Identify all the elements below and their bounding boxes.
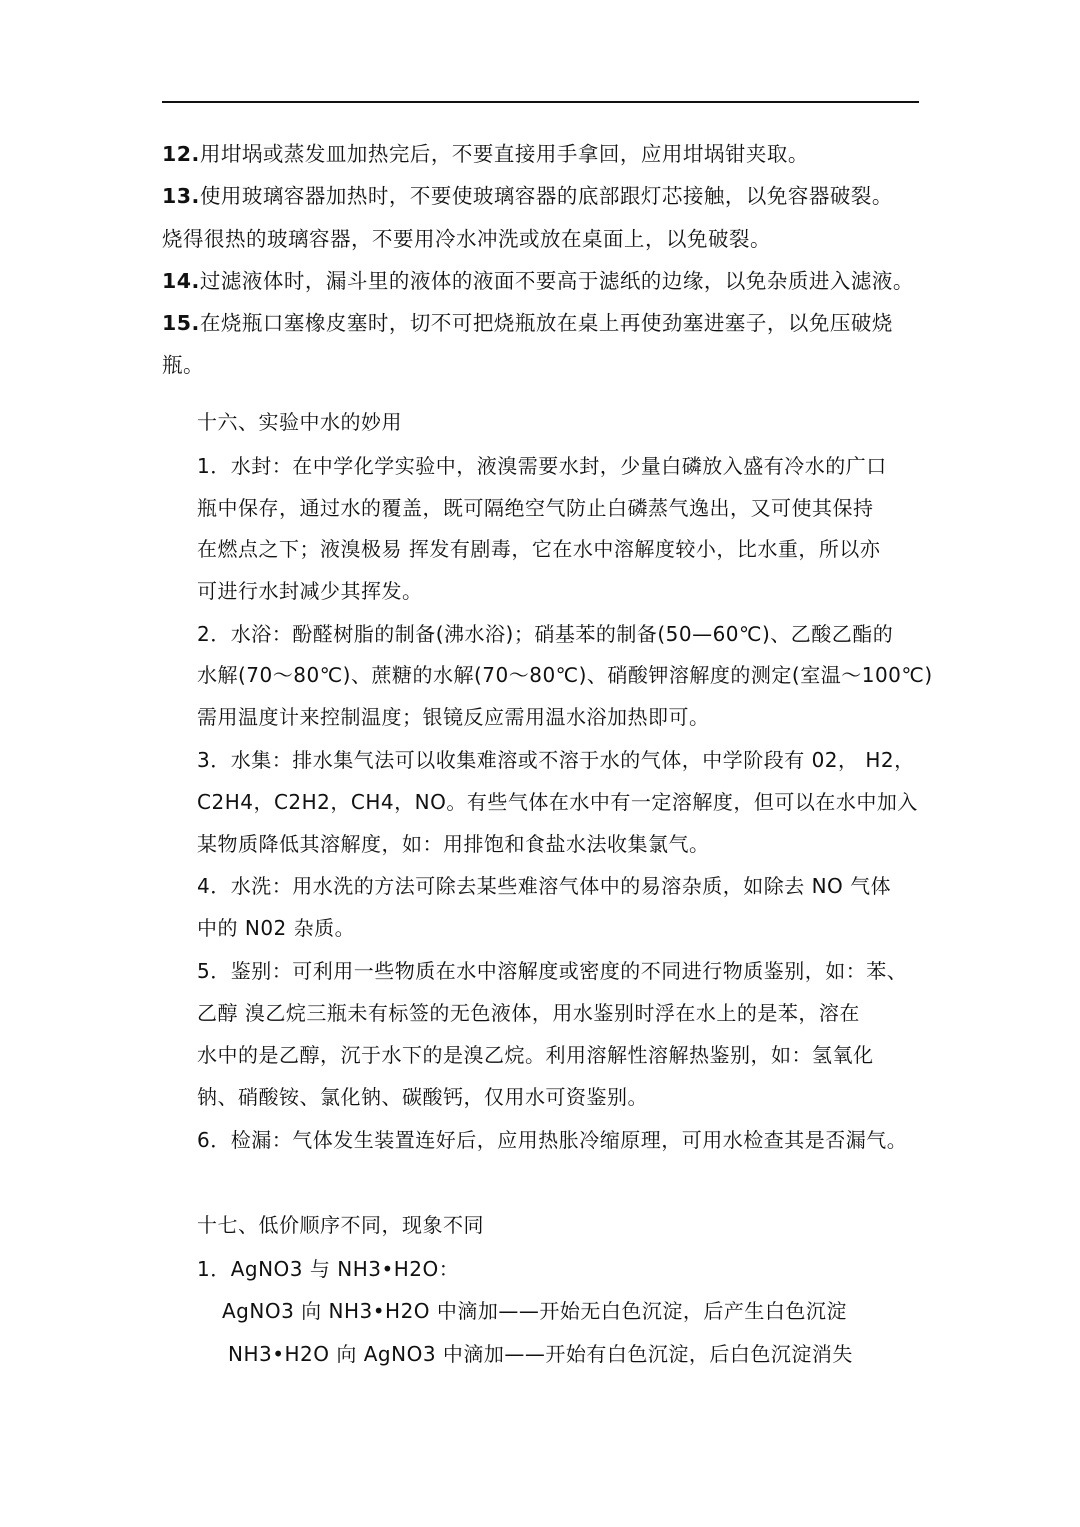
section-16-line: 瓶中保存，通过水的覆盖，既可隔绝空气防止白磷蒸气逸出，又可使其保持	[197, 496, 874, 520]
section-16-line: 水中的是乙醇，沉于水下的是溴乙烷。利用溶解性溶解热鉴别，如：氢氧化	[197, 1043, 874, 1067]
item-15	[162, 310, 893, 336]
header-rule	[162, 101, 919, 103]
item-14	[162, 268, 914, 294]
item-15-continuation: 瓶。	[162, 353, 204, 377]
item-text: 用坩埚或蒸发皿加热完后，不要直接用手拿回，应用坩埚钳夹取。	[199, 142, 809, 166]
section-16-line: 1．水封：在中学化学实验中，液溴需要水封，少量白磷放入盛有冷水的广口	[197, 454, 887, 478]
section-17-sub-line: AgNO3 向 NH3•H2O 中滴加——开始无白色沉淀，后产生白色沉淀	[222, 1299, 847, 1323]
item-number: 13.	[162, 184, 200, 208]
section-16-line: 乙醇 溴乙烷三瓶未有标签的无色液体，用水鉴别时浮在水上的是苯，溶在	[197, 1001, 860, 1025]
section-16-line: 中的 N02 杂质。	[197, 916, 356, 940]
item-text: 使用玻璃容器加热时，不要使玻璃容器的底部跟灯芯接触，以免容器破裂。	[199, 184, 893, 208]
section-17-item-1: 1．AgNO3 与 NH3•H2O：	[197, 1257, 460, 1281]
section-16-line: 某物质降低其溶解度，如：用排饱和食盐水法收集氯气。	[197, 832, 710, 856]
section-16-line: 5．鉴别：可利用一些物质在水中溶解度或密度的不同进行物质鉴别，如：苯、	[197, 959, 908, 983]
section-16-line: 钠、硝酸铵、氯化钠、碳酸钙，仅用水可资鉴别。	[197, 1085, 648, 1109]
item-13-continuation: 烧得很热的玻璃容器，不要用冷水冲洗或放在桌面上，以免破裂。	[162, 227, 771, 251]
section-16-line: C2H4，C2H2，CH4，NO。有些气体在水中有一定溶解度，但可以在水中加入	[197, 790, 918, 814]
section-16-line: 2．水浴：酚醛树脂的制备(沸水浴)；硝基苯的制备(50—60℃)、乙酸乙酯的	[197, 622, 894, 646]
section-16-line: 4．水洗：用水洗的方法可除去某些难溶气体中的易溶杂质，如除去 NO 气体	[197, 874, 892, 898]
section-16-heading: 十六、实验中水的妙用	[197, 410, 402, 434]
section-17-heading: 十七、低价顺序不同，现象不同	[197, 1213, 484, 1237]
item-12	[162, 141, 809, 167]
item-number: 15.	[162, 311, 200, 335]
item-text: 在烧瓶口塞橡皮塞时，切不可把烧瓶放在桌上再使劲塞进塞子，以免压破烧	[199, 311, 893, 335]
item-number: 14.	[162, 269, 200, 293]
item-text: 过滤液体时，漏斗里的液体的液面不要高于滤纸的边缘，以免杂质进入滤液。	[199, 269, 914, 293]
section-16-line: 需用温度计来控制温度；银镜反应需用温水浴加热即可。	[197, 705, 710, 729]
item-13	[162, 183, 893, 209]
section-16-line: 水解(70～80℃)、蔗糖的水解(70～80℃)、硝酸钾溶解度的测定(室温～100℃)	[197, 663, 933, 687]
item-number: 12.	[162, 142, 200, 166]
section-16-line: 可进行水封减少其挥发。	[197, 579, 423, 603]
section-16-line: 在燃点之下；液溴极易 挥发有剧毒，它在水中溶解度较小，比水重，所以亦	[197, 537, 881, 561]
section-16-line: 3．水集：排水集气法可以收集难溶或不溶于水的气体，中学阶段有 02， H2，	[197, 748, 915, 772]
section-16-line: 6．检漏：气体发生装置连好后，应用热胀冷缩原理，可用水检查其是否漏气。	[197, 1128, 908, 1152]
section-17-sub-line: NH3•H2O 向 AgNO3 中滴加——开始有白色沉淀，后白色沉淀消失	[228, 1342, 853, 1366]
